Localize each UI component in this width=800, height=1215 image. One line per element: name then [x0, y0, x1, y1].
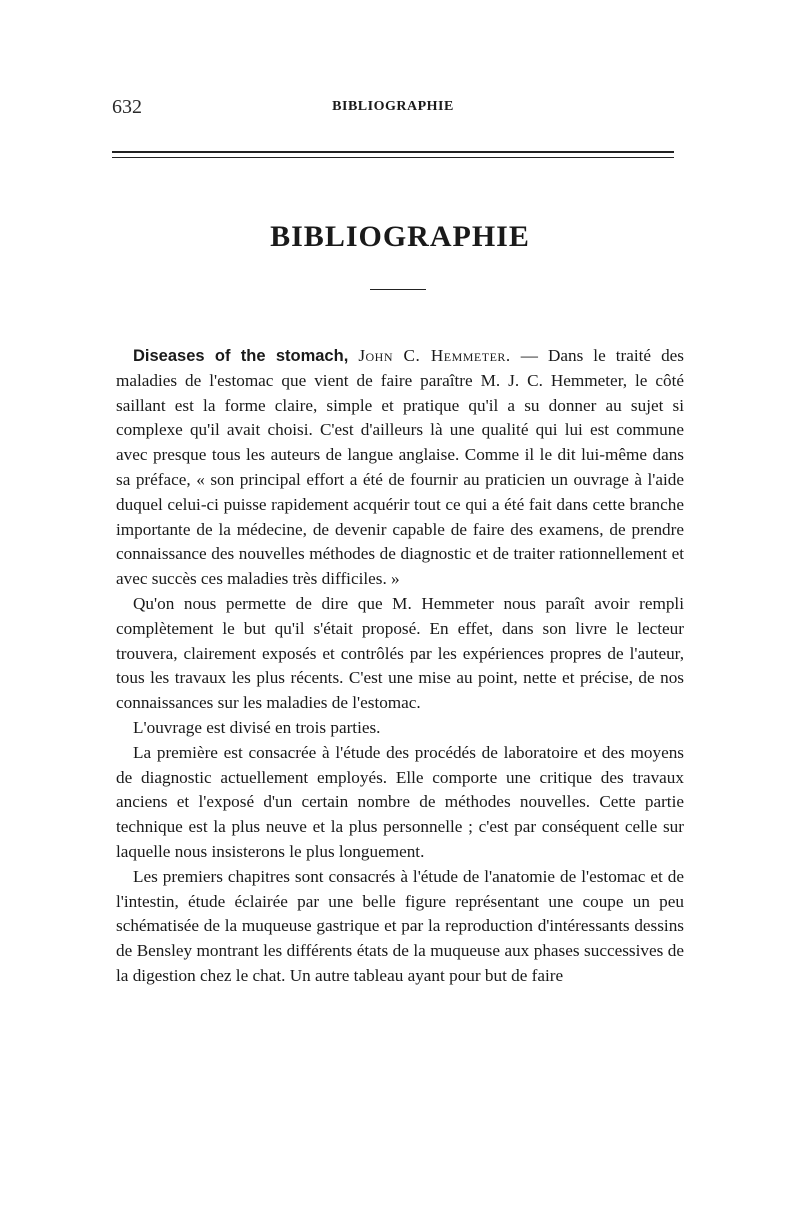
page-header — [112, 96, 674, 126]
page-title: BIBLIOGRAPHIE — [270, 220, 530, 253]
header-rule-thick — [112, 151, 674, 153]
paragraph-4: La première est consacrée à l'étude des procédés de laboratoire et des moyens de diagnostic actuellement employés. Elle comporte une critique des travaux anciens et l'exposé d'un certain nombre de méthodes nouvelles. Cette partie technique est la plus neuve et la plus personnelle ; c'est par conséquent celle sur laquelle nous insisterons le plus longuement. — [116, 742, 684, 861]
paragraph-1-text: — Dans le traité des maladies de l'estomac que vient de faire paraître M. J. C. Hemmeter, le côté saillant est la forme claire, simple et pratique qu'il a su donner au sujet si complexe qu'il avait choisi. C'est d'ailleurs là une qualité qui lui est commune avec presque tous les auteurs de langue anglaise. Comme il le dit lui-même dans sa préface, « son principal effort a été de fournir au praticien un ouvrage à l'aide duquel celui-ci puisse rapidement acquérir tout ce qui a été fait dans cette branche importante de la médecine, de devenir capable de faire des examens, de prendre connaissance des nouvelles méthodes de diagnostic et de traiter rationnellement et avec succès ces maladies très difficiles. » — [116, 346, 684, 589]
running-head: BIBLIOGRAPHIE — [332, 99, 454, 114]
header-rule-thin — [112, 157, 674, 158]
paragraph-2: Qu'on nous permette de dire que M. Hemmeter nous paraît avoir rempli complètement le but qu'il s'était proposé. En effet, dans son livre le lecteur trouvera, clairement exposés et contrôlés par les expériences propres de l'auteur, tous les travaux les plus récents. C'est une mise au point, nette et précise, de nos connaissances sur les maladies de l'estomac. — [116, 593, 684, 713]
bibliography-entry — [116, 344, 684, 989]
page-number: 632 — [112, 96, 142, 118]
paragraph-1 — [116, 344, 684, 592]
entry-title: Diseases of the stomach, — [133, 347, 349, 365]
entry-author: John C. Hemmeter. — [358, 346, 511, 365]
paragraph-5: Les premiers chapitres sont consacrés à l'étude de l'anatomie de l'estomac et de l'intestin, étude éclairée par une belle figure représentant une coupe un peu schématisée de la muqueuse gastrique et par la reproduction d'intéressants dessins de Bensley montrant les différents états de la muqueuse aux phases successives de la digestion chez le chat. Un autre tableau ayant pour but de faire — [116, 866, 684, 985]
paragraph-3: L'ouvrage est divisé en trois parties. — [133, 717, 381, 737]
title-divider — [370, 289, 426, 290]
